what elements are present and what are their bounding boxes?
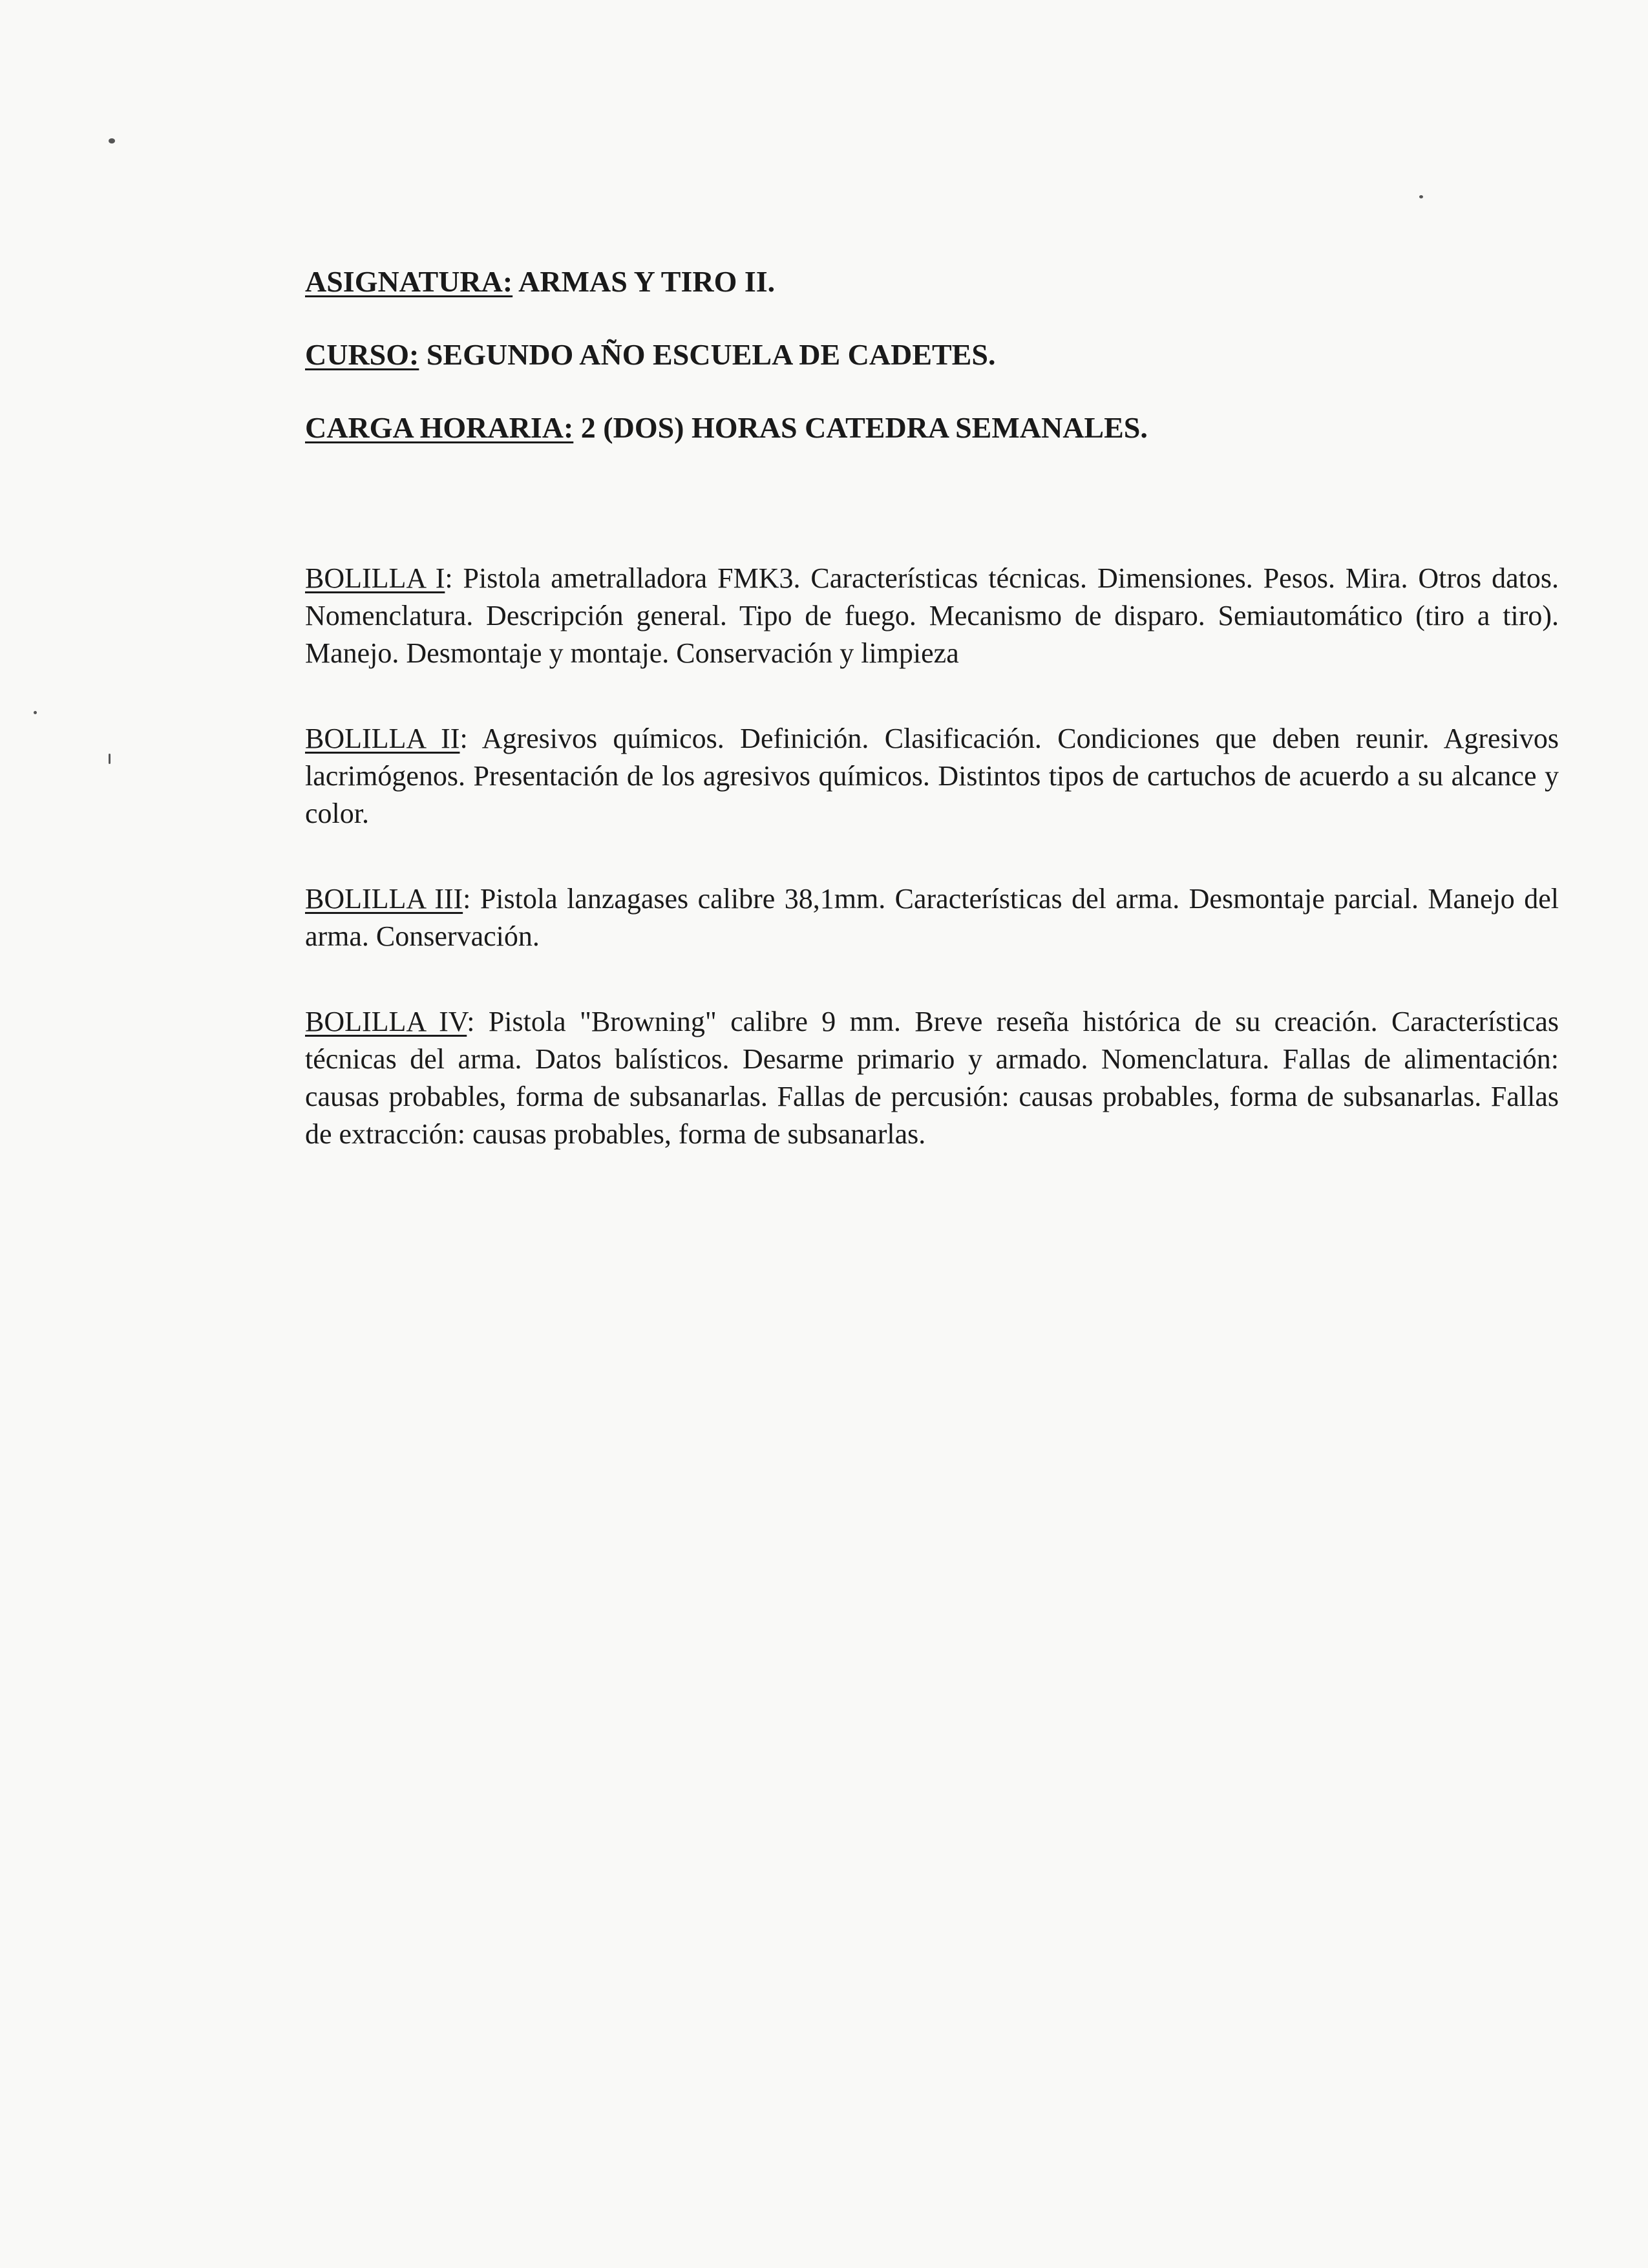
bolilla-1-text: : Pistola ametralladora FMK3. Características técnicas. Dimensiones. Pesos. Mira. Otros datos. Nomenclatura. Descripción general. Tipo de fuego. Mecanismo de disparo. Semiautomático (tiro a tiro). Manejo. Desmontaje y montaje. Conservación y limpieza [305, 562, 1559, 669]
bolilla-4 [305, 1003, 1559, 1153]
asignatura-value: ARMAS Y TIRO II. [512, 265, 776, 298]
carga-horaria-value: 2 (DOS) HORAS CATEDRA SEMANALES. [573, 411, 1148, 445]
curso-value: SEGUNDO AÑO ESCUELA DE CADETES. [419, 338, 996, 372]
scan-speck [1419, 195, 1423, 198]
scan-speck [109, 138, 115, 143]
bolilla-1-label: BOLILLA I [305, 562, 445, 594]
section-spacer [305, 483, 1559, 560]
curso-line [305, 337, 1559, 372]
bolilla-3-text: : Pistola lanzagases calibre 38,1mm. Características del arma. Desmontaje parcial. Manejo del arma. Conservación. [305, 882, 1559, 952]
bolilla-4-label: BOLILLA IV [305, 1005, 467, 1037]
bolilla-3-label: BOLILLA III [305, 882, 463, 915]
carga-horaria-line [305, 410, 1559, 445]
bolilla-4-text: : Pistola "Browning" calibre 9 mm. Breve reseña histórica de su creación. Características técnicas del arma. Datos balísticos. Desarme primario y armado. Nomenclatura. Fallas de alimentación: causas probables, forma de subsanarlas. Fallas de percusión: causas probables, forma de subsanarlas. Fallas de extracción: causas probables, forma de subsanarlas. [305, 1005, 1559, 1150]
curso-label: CURSO: [305, 338, 419, 372]
asignatura-line [305, 264, 1559, 299]
carga-horaria-label: CARGA HORARIA: [305, 411, 574, 445]
bolilla-1 [305, 560, 1559, 672]
document-body [305, 264, 1559, 1201]
bolilla-2-label: BOLILLA II [305, 722, 460, 754]
bolilla-3 [305, 880, 1559, 955]
bolilla-2 [305, 720, 1559, 832]
scan-speck [109, 754, 111, 764]
bolilla-2-text: : Agresivos químicos. Definición. Clasificación. Condiciones que deben reunir. Agresivos lacrimógenos. Presentación de los agresivos químicos. Distintos tipos de cartuchos de acuerdo a su alcance y color. [305, 722, 1559, 829]
scan-speck [34, 711, 37, 714]
asignatura-label: ASIGNATURA: [305, 265, 513, 298]
